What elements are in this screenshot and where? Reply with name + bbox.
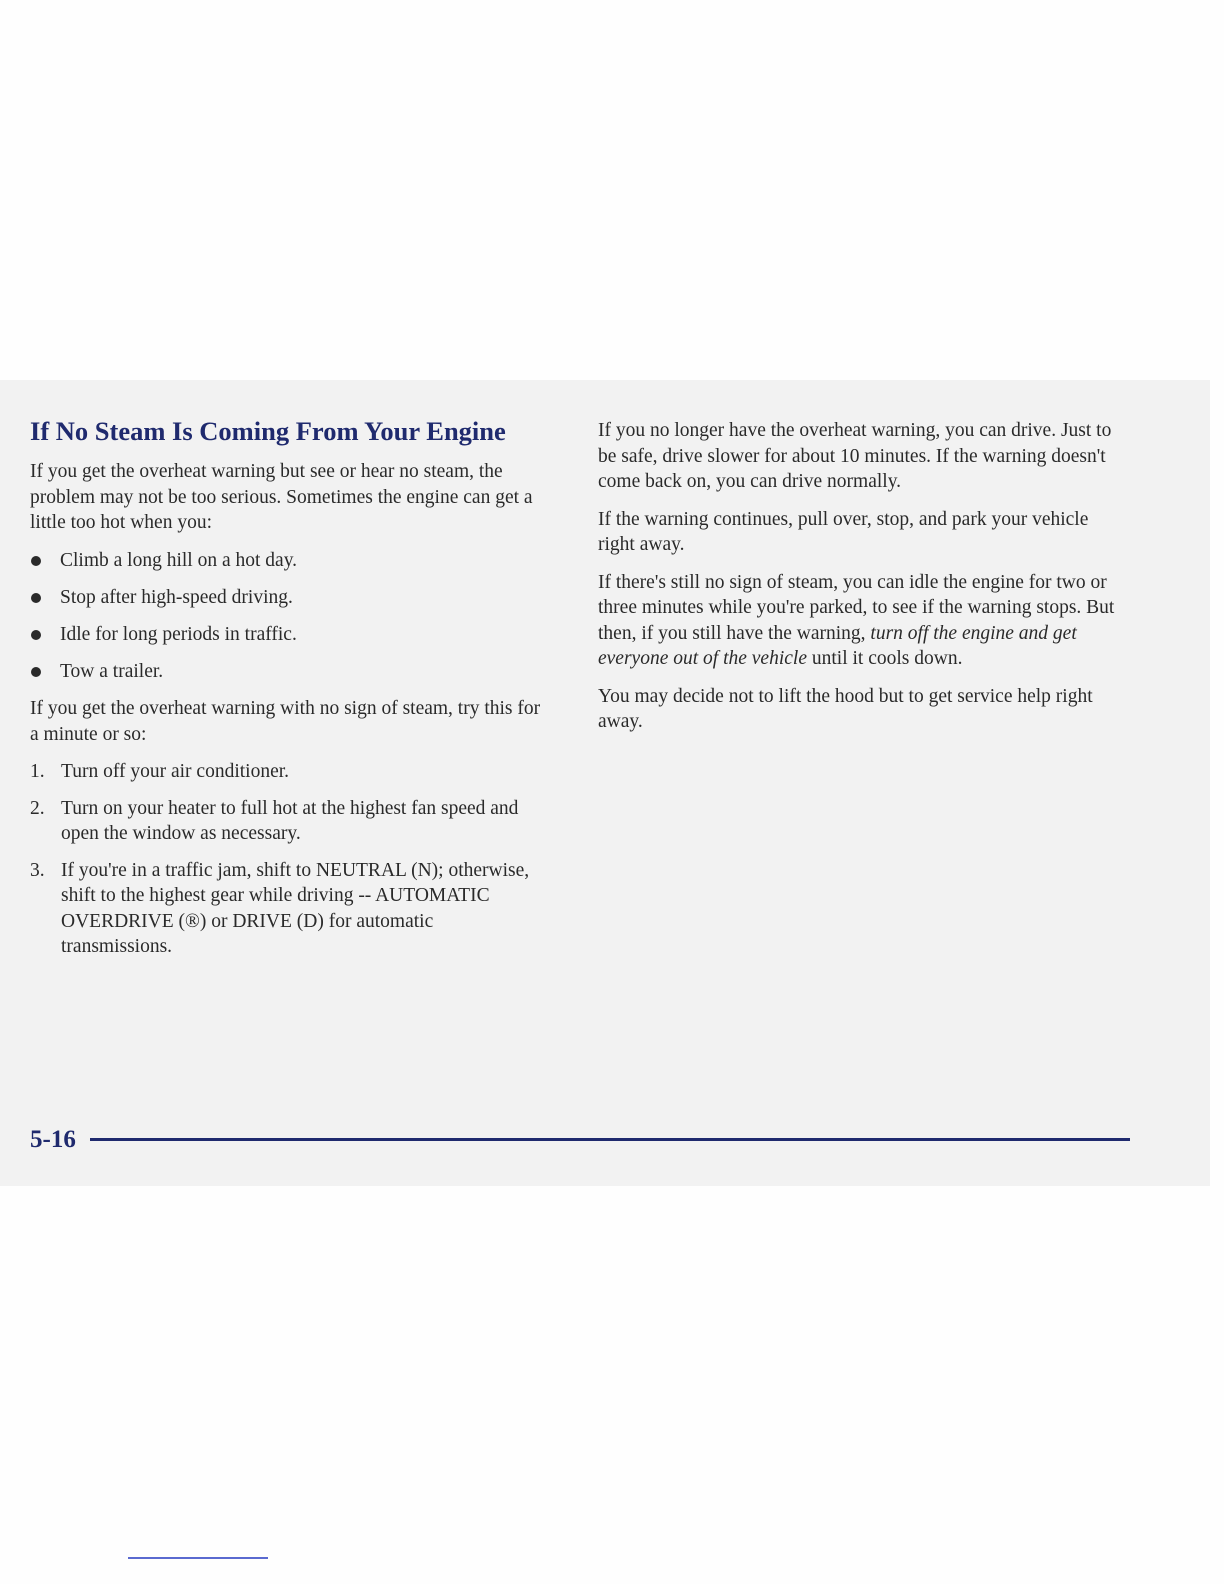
step-text: Turn on your heater to full hot at the highest fan speed and open the window as necessary. bbox=[61, 797, 519, 844]
step-number: 1. bbox=[30, 761, 45, 782]
bullet-icon bbox=[31, 630, 41, 640]
section-heading: If No Steam Is Coming From Your Engine bbox=[30, 416, 506, 446]
right-column bbox=[598, 418, 1123, 747]
steps-list bbox=[30, 759, 545, 960]
bottom-rule bbox=[128, 1557, 268, 1559]
list-item: Idle for long periods in traffic. bbox=[30, 622, 545, 648]
footer-rule bbox=[90, 1138, 1130, 1141]
step-text: Turn off your air conditioner. bbox=[61, 761, 290, 782]
list-item: Stop after high-speed driving. bbox=[30, 585, 545, 611]
bullet-icon bbox=[31, 667, 41, 677]
paragraph-idle-engine: If there's still no sign of steam, you can idle the engine for two or three minutes while you're parked, to see if the warning stops. But then, if you still have the warning, turn off the engine and get everyone out of the vehicle until it cools down. bbox=[598, 571, 1115, 669]
paragraph-warning-continues: If the warning continues, pull over, stop, and park your vehicle right away. bbox=[598, 508, 1089, 555]
bullet-icon bbox=[31, 556, 41, 566]
step-number: 2. bbox=[30, 797, 45, 819]
step-item bbox=[30, 759, 545, 785]
bullet-icon bbox=[31, 593, 41, 603]
intro-paragraph: If you get the overheat warning but see or hear no steam, the problem may not be too serious. Sometimes the engine can get a little too hot when you: bbox=[30, 461, 533, 533]
step-item bbox=[30, 796, 545, 847]
page-number: 5-16 bbox=[30, 1126, 76, 1153]
try-paragraph: If you get the overheat warning with no sign of steam, try this for a minute or so: bbox=[30, 698, 541, 745]
step-item bbox=[30, 858, 545, 960]
page-footer bbox=[30, 1125, 1130, 1155]
emphasis-text: turn off the engine and get everyone out of the vehicle bbox=[598, 622, 1077, 669]
step-text: If you're in a traffic jam, shift to NEUTRAL (N); otherwise, shift to the highest gear while driving -- AUTOMATIC OVERDRIVE (®) or DRIVE (D) for automatic transmissions. bbox=[61, 859, 530, 957]
conditions-list bbox=[30, 548, 545, 685]
left-column bbox=[30, 415, 545, 971]
list-item: Tow a trailer. bbox=[30, 659, 545, 685]
step-number: 3. bbox=[30, 859, 45, 881]
paragraph-no-longer-warning: If you no longer have the overheat warning, you can drive. Just to be safe, drive slower for about 10 minutes. If the warning doesn't come back on, you can drive normally. bbox=[598, 420, 1112, 492]
paragraph-service-help: You may decide not to lift the hood but to get service help right away. bbox=[598, 685, 1093, 732]
list-item: Climb a long hill on a hot day. bbox=[30, 548, 545, 574]
